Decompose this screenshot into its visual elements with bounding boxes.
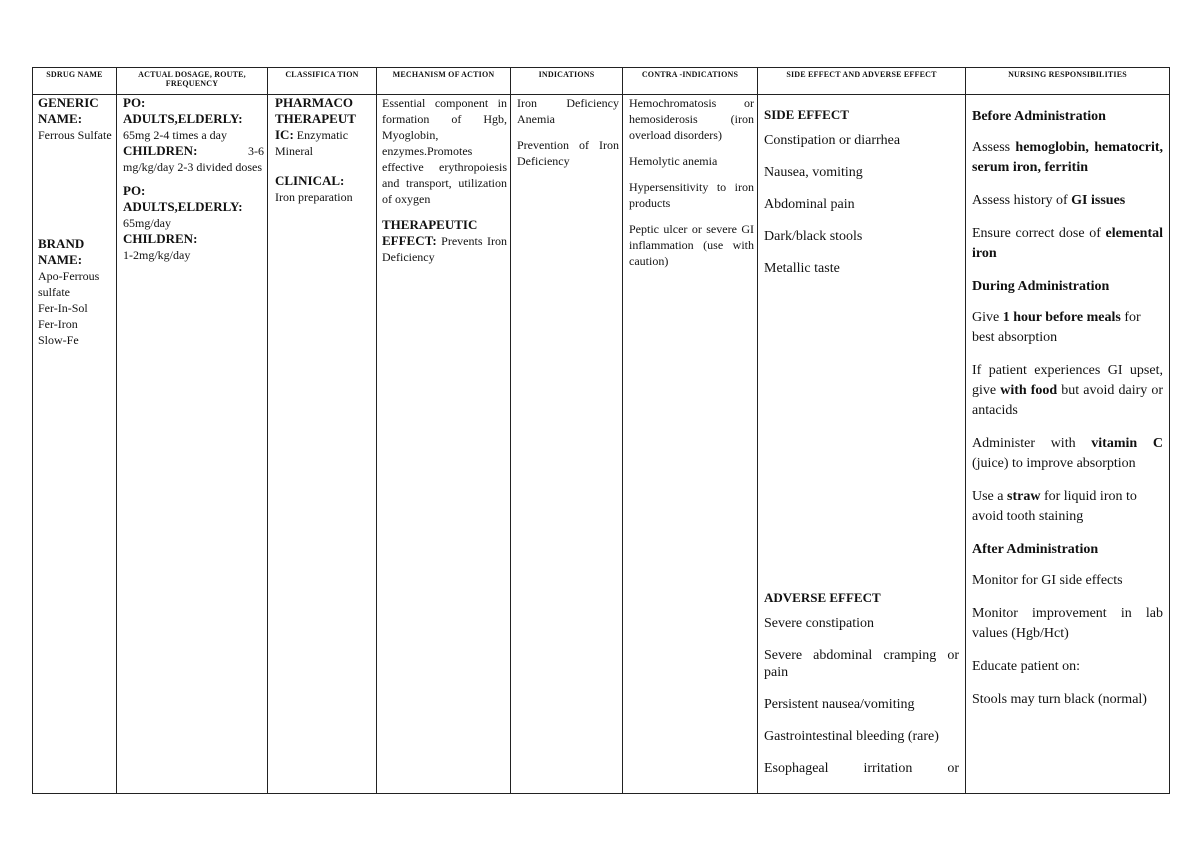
dosage-route: PO:	[123, 95, 146, 110]
therapeutic-effect-label: THERAPEUTIC EFFECT:	[382, 217, 478, 248]
nursing-item: Educate patient on:	[972, 659, 1081, 674]
side-effect-item: Constipation or diarrhea	[764, 133, 901, 148]
dosage-group: ADULTS,ELDERLY:	[123, 199, 243, 214]
children-label: CHILDREN:	[123, 143, 198, 158]
generic-name-label: GENERIC NAME:	[38, 95, 99, 126]
nursing-bold: 1 hour before meals	[1002, 310, 1121, 325]
nursing-text: for best absorption	[972, 310, 1141, 345]
nursing-text: Assess history of	[972, 193, 1068, 208]
nursing-item	[972, 191, 1163, 211]
adverse-effect-item: Esophageal irritation or	[764, 761, 959, 776]
nursing-item	[972, 138, 1163, 178]
nursing-text: Use a	[972, 489, 1004, 504]
children-label: CHILDREN:	[123, 231, 198, 246]
brand-name: Fer-In-Sol	[38, 301, 88, 315]
nursing-bold: with food	[1000, 383, 1058, 398]
brand-name: Apo-Ferrous sulfate	[38, 269, 100, 299]
contraindication-item: Hemochromatosis or hemosiderosis (iron overload disorders)	[629, 96, 754, 142]
side-effect-title: SIDE EFFECT	[764, 107, 849, 122]
contraindications-cell	[623, 95, 758, 794]
nursing-item	[972, 361, 1163, 421]
side-effect-item: Nausea, vomiting	[764, 165, 863, 180]
nursing-item	[972, 308, 1163, 348]
header-mechanism: MECHANISM OF ACTION	[377, 68, 511, 95]
during-administration-title: During Administration	[972, 279, 1110, 294]
adverse-effect-title: ADVERSE EFFECT	[764, 590, 881, 605]
side-effect-item: Dark/black stools	[764, 229, 863, 244]
pharma-value: Enzymatic Mineral	[275, 128, 349, 158]
contraindication-item: Hemolytic anemia	[629, 154, 718, 168]
adverse-effect-item: Severe constipation	[764, 616, 875, 631]
header-contraindications: CONTRA -INDICATIONS	[623, 68, 758, 95]
nursing-text: for liquid iron to avoid tooth staining	[972, 489, 1137, 524]
nursing-item: Monitor improvement in lab values (Hgb/Hct)	[972, 606, 1163, 641]
adverse-effect-section	[758, 590, 965, 792]
adverse-effect-item: Persistent nausea/vomiting	[764, 697, 915, 712]
side-effect-item: Metallic taste	[764, 261, 840, 276]
before-administration-title: Before Administration	[972, 109, 1106, 124]
brand-name: Slow-Fe	[38, 333, 79, 347]
clinical-value: Iron preparation	[275, 190, 353, 204]
classification-cell	[268, 95, 377, 794]
indication-item: Iron Deficiency Anemia	[517, 96, 619, 126]
nursing-bold: GI issues	[1071, 193, 1126, 208]
nursing-text: Administer with	[972, 436, 1076, 451]
drug-name-cell	[33, 95, 117, 794]
side-effects-cell	[758, 95, 966, 794]
nursing-text: (juice) to improve absorption	[972, 456, 1136, 471]
dosage-route: PO:	[123, 183, 146, 198]
header-classification: CLASSIFICA TION	[268, 68, 377, 95]
therapeutic-effect-text: Prevents Iron Deficiency	[382, 234, 507, 264]
nursing-text: Ensure correct dose of	[972, 226, 1101, 241]
drug-study-table	[32, 67, 1170, 794]
generic-name: Ferrous Sulfate	[38, 128, 112, 142]
dosage-value: 65mg/day	[123, 216, 171, 230]
brand-name: Fer-Iron	[38, 317, 78, 331]
nursing-cell	[966, 95, 1170, 794]
indications-cell	[511, 95, 623, 794]
header-drug-name: SDRUG NAME	[33, 68, 117, 95]
nursing-text: but avoid dairy or antacids	[972, 383, 1163, 418]
header-dosage: ACTUAL DOSAGE, ROUTE, FREQUENCY	[117, 68, 268, 95]
mechanism-text: Essential component in formation of Hgb, Myoglobin, enzymes.Promotes effective erythropoiesis and transport, utilization of oxygen	[382, 96, 507, 206]
nursing-item	[972, 487, 1163, 527]
indication-item: Prevention of Iron Deficiency	[517, 138, 619, 168]
nursing-item	[972, 224, 1163, 264]
header-indications: INDICATIONS	[511, 68, 623, 95]
nursing-text: Assess	[972, 140, 1011, 155]
adverse-effect-item: Gastrointestinal bleeding (rare)	[764, 729, 939, 744]
children-dose: 1-2mg/kg/day	[123, 248, 191, 262]
nursing-bold: hemoglobin, hematocrit, serum iron, ferritin	[972, 140, 1163, 175]
nursing-item: Stools may turn black (normal)	[972, 692, 1147, 707]
header-side-effects: SIDE EFFECT AND ADVERSE EFFECT	[758, 68, 966, 95]
contraindication-item: Hypersensitivity to iron products	[629, 180, 754, 210]
nursing-bold: straw	[1007, 489, 1041, 504]
nursing-text: Give	[972, 310, 1000, 325]
pharma-label: PHARMACO THERAPEUT IC:	[275, 95, 356, 142]
nursing-bold: vitamin C	[1091, 436, 1163, 451]
dosage-value: 65mg 2-4 times a day	[123, 128, 227, 142]
brand-name-label: BRAND NAME:	[38, 236, 85, 267]
adverse-effect-item: Severe abdominal cramping or pain	[764, 648, 959, 680]
nursing-text: If patient experiences GI upset, give	[972, 363, 1163, 398]
children-dose-detail: mg/kg/day 2-3 divided doses	[123, 160, 262, 174]
table-row	[33, 95, 1170, 794]
children-dose: 3-6	[248, 144, 264, 158]
header-row	[33, 68, 1170, 95]
contraindication-item: Peptic ulcer or severe GI inflammation (use with caution)	[629, 222, 754, 268]
after-administration-title: After Administration	[972, 542, 1099, 557]
mechanism-cell	[377, 95, 511, 794]
header-nursing: NURSING RESPONSIBILITIES	[966, 68, 1170, 95]
nursing-bold: elemental iron	[972, 226, 1164, 261]
side-effect-item: Abdominal pain	[764, 197, 855, 212]
nursing-item: Monitor for GI side effects	[972, 573, 1123, 588]
dosage-cell	[117, 95, 268, 794]
clinical-label: CLINICAL:	[275, 173, 345, 188]
nursing-item	[972, 434, 1163, 474]
dosage-group: ADULTS,ELDERLY:	[123, 111, 243, 126]
